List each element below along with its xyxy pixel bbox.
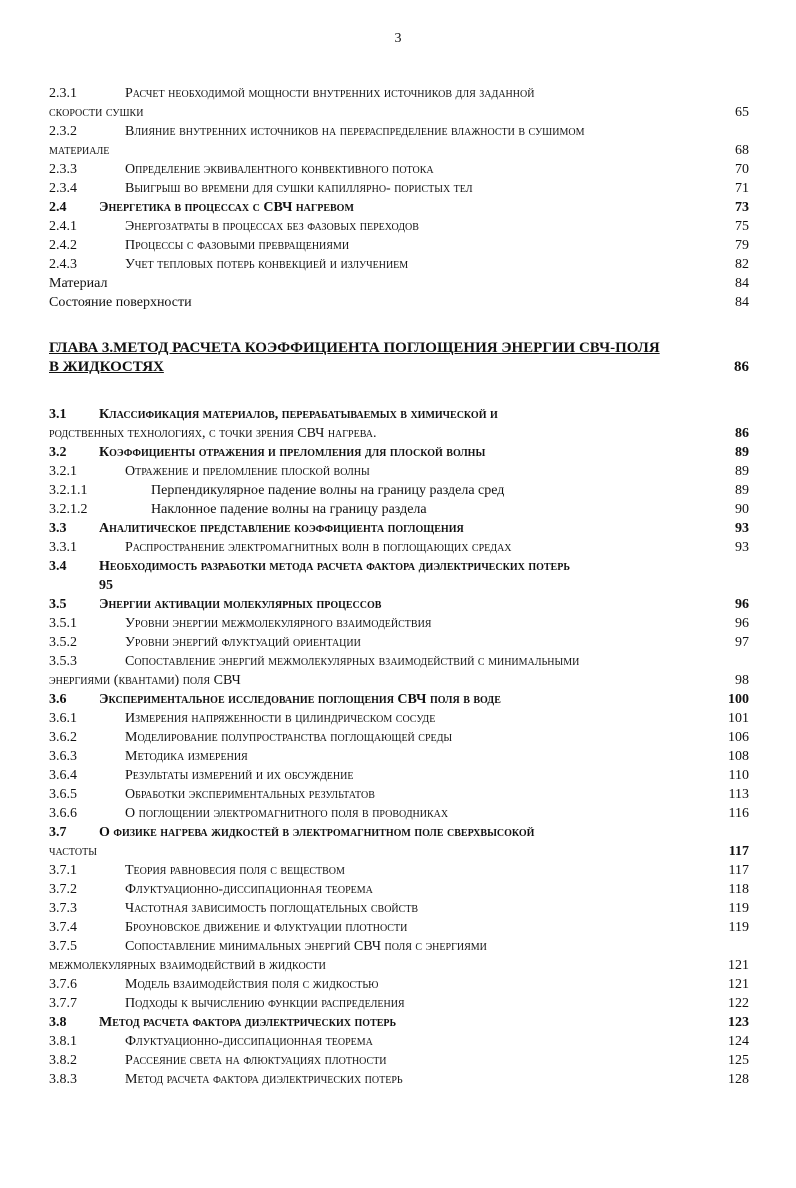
toc-entry-continuation[interactable] <box>49 103 749 122</box>
entry-title: Методика измерения <box>125 749 248 764</box>
entry-number: 2.3.4 <box>49 181 77 196</box>
entry-page: 110 <box>728 768 749 783</box>
entry-number: 3.8.1 <box>49 1034 77 1049</box>
entry-title: Энергетика в процессах с СВЧ нагревом <box>99 200 354 215</box>
toc-entry-continuation[interactable] <box>49 956 749 975</box>
entry-number: 2.4.3 <box>49 257 77 272</box>
toc-entry[interactable] <box>49 160 749 179</box>
entry-title: Процессы с фазовыми превращениями <box>125 238 350 253</box>
toc-entry[interactable] <box>49 236 749 255</box>
entry-number: 3.5.2 <box>49 635 77 650</box>
entry-number: 3.2.1 <box>49 464 77 479</box>
entry-title: Подходы к вычислению функции распределения <box>125 996 405 1011</box>
toc-entry[interactable] <box>49 443 749 462</box>
toc-entry-continuation[interactable] <box>49 671 749 690</box>
entry-number: 3.6.3 <box>49 749 77 764</box>
entry-number: 3.5.3 <box>49 654 77 669</box>
entry-title: Отражение и преломление плоской волны <box>125 464 370 479</box>
toc-entry[interactable] <box>49 823 749 842</box>
toc-entry[interactable] <box>49 614 749 633</box>
entry-title: Энергозатраты в процессах без фазовых переходов <box>125 219 419 234</box>
entry-title: Рассеяние света на флюктуациях плотности <box>125 1053 387 1068</box>
entry-page: 93 <box>735 540 749 555</box>
toc-entry[interactable] <box>49 766 749 785</box>
toc-entry[interactable] <box>49 899 749 918</box>
entry-number: 3.8.2 <box>49 1053 77 1068</box>
entry-page: 100 <box>728 692 749 707</box>
toc-entry[interactable] <box>49 804 749 823</box>
entry-page: 89 <box>735 445 749 460</box>
entry-title: Метод расчета фактора диэлектрических потерь <box>125 1072 403 1087</box>
entry-page: 123 <box>728 1015 749 1030</box>
entry-number: 3.7.6 <box>49 977 77 992</box>
entry-page: 90 <box>735 502 749 517</box>
toc-entry[interactable] <box>49 785 749 804</box>
toc-entry[interactable] <box>49 405 749 424</box>
entry-number: 3.2.1.2 <box>49 502 88 517</box>
entry-page: 96 <box>735 597 749 612</box>
entry-number: 3.6.1 <box>49 711 77 726</box>
entry-number: 3.7.7 <box>49 996 77 1011</box>
entry-page: 125 <box>728 1053 749 1068</box>
entry-number: 3.8.3 <box>49 1072 77 1087</box>
entry-title: Результаты измерений и их обсуждение <box>125 768 354 783</box>
entry-title: Необходимость разработки метода расчета фактора диэлектрических потерь <box>99 559 570 574</box>
toc-entry[interactable] <box>49 217 749 236</box>
entry-title: Измерения напряженности в цилиндрическом сосуде <box>125 711 436 726</box>
entry-number: 3.7.5 <box>49 939 77 954</box>
toc-entry[interactable] <box>49 690 749 709</box>
entry-title: Аналитическое представление коэффициента поглощения <box>99 521 464 536</box>
entry-page: 97 <box>735 635 749 650</box>
toc-entry[interactable] <box>49 652 749 671</box>
entry-page: 108 <box>728 749 749 764</box>
entry-number: 3.5.1 <box>49 616 77 631</box>
entry-title: Уровни энергий флуктуаций ориентации <box>125 635 361 650</box>
toc-entry[interactable] <box>49 975 749 994</box>
entry-number: 3.7.3 <box>49 901 77 916</box>
toc-entry[interactable] <box>49 861 749 880</box>
entry-number: 3.7 <box>49 825 67 840</box>
entry-page: 101 <box>728 711 749 726</box>
entry-title: Экспериментальное исследование поглощения СВЧ поля в воде <box>99 692 501 707</box>
entry-number: 3.3 <box>49 521 67 536</box>
toc-entry[interactable] <box>49 84 749 103</box>
entry-number: 3.2.1.1 <box>49 483 88 498</box>
chapter-heading[interactable] <box>49 339 749 377</box>
entry-title: Распространение электромагнитных волн в поглощающих средах <box>125 540 512 555</box>
entry-page: 128 <box>728 1072 749 1087</box>
entry-title: О поглощении электромагнитного поля в проводниках <box>125 806 449 821</box>
entry-page: 84 <box>735 276 749 291</box>
entry-page: 113 <box>728 787 749 802</box>
entry-page: 89 <box>735 483 749 498</box>
toc-entry[interactable] <box>49 918 749 937</box>
entry-title: Флуктуационно-диссипационная теорема <box>125 1034 373 1049</box>
toc-entry[interactable] <box>49 198 749 217</box>
entry-number: 3.4 <box>49 559 67 574</box>
entry-title: Учет тепловых потерь конвекцией и излучением <box>125 257 409 272</box>
entry-number: 3.7.2 <box>49 882 77 897</box>
toc-entry[interactable] <box>49 633 749 652</box>
entry-title: Теория равновесия поля с веществом <box>125 863 345 878</box>
entry-page: 73 <box>735 200 749 215</box>
entry-number: 2.3.2 <box>49 124 77 139</box>
toc-entry[interactable] <box>49 937 749 956</box>
toc-entry[interactable] <box>49 500 749 519</box>
entry-title: Сопоставление энергий межмолекулярных взаимодействий с минимальными <box>125 654 580 669</box>
entry-number: 3.3.1 <box>49 540 77 555</box>
entry-page: 75 <box>735 219 749 234</box>
entry-page: 70 <box>735 162 749 177</box>
entry-page: 79 <box>735 238 749 253</box>
toc-entry[interactable] <box>49 994 749 1013</box>
page-number: 3 <box>394 31 402 46</box>
toc-section-3 <box>49 405 749 1089</box>
toc-entry[interactable] <box>49 481 749 500</box>
entry-page: 119 <box>728 920 749 935</box>
toc-entry[interactable] <box>49 179 749 198</box>
toc-entry[interactable] <box>49 595 749 614</box>
entry-number: 3.5 <box>49 597 67 612</box>
entry-title: Состояние поверхности <box>49 295 192 310</box>
entry-title: Классификация материалов, перерабатываемых в химической и <box>99 407 498 422</box>
entry-title: Выигрыш во времени для сушки капиллярно- пористых тел <box>125 181 473 196</box>
toc-entry[interactable] <box>49 1070 749 1089</box>
entry-page: 118 <box>728 882 749 897</box>
entry-page: 122 <box>728 996 749 1011</box>
entry-title: Обработки экспериментальных результатов <box>125 787 375 802</box>
toc-entry[interactable] <box>49 274 749 293</box>
entry-title: Уровни энергии межмолекулярного взаимодействия <box>125 616 432 631</box>
entry-page: 121 <box>728 977 749 992</box>
entry-number: 3.6.6 <box>49 806 77 821</box>
entry-page: 65 <box>735 105 749 120</box>
entry-title: Моделирование полупространства поглощающей среды <box>125 730 453 745</box>
entry-title: О физике нагрева жидкостей в электромагнитном поле сверхвысокой <box>99 825 535 840</box>
toc-entry[interactable] <box>49 255 749 274</box>
entry-page: 117 <box>728 863 749 878</box>
entry-title: Перпендикулярное падение волны на границу раздела сред <box>151 483 505 498</box>
entry-page: 84 <box>735 295 749 310</box>
toc-entry[interactable] <box>49 557 749 576</box>
chapter-page: 86 <box>734 359 749 375</box>
entry-number: 3.7.1 <box>49 863 77 878</box>
entry-number: 3.1 <box>49 407 67 422</box>
toc-entry-continuation[interactable] <box>49 141 749 160</box>
entry-number: 2.4 <box>49 200 67 215</box>
entry-page: 82 <box>735 257 749 272</box>
toc-entry-continuation[interactable] <box>49 842 749 861</box>
entry-page: 93 <box>735 521 749 536</box>
entry-title: Броуновское движение и флуктуации плотности <box>125 920 408 935</box>
toc-entry[interactable] <box>49 709 749 728</box>
entry-title: Материал <box>49 276 108 291</box>
entry-page: 124 <box>728 1034 749 1049</box>
entry-title: Влияние внутренних источников на перераспределение влажности в сушимом <box>125 124 585 139</box>
entry-page: 95 <box>99 578 113 593</box>
entry-page: 119 <box>728 901 749 916</box>
entry-page: 121 <box>728 958 749 973</box>
entry-title-cont: частоты <box>49 844 97 859</box>
entry-title-cont: родственных технологиях, с точки зрения СВЧ нагрева. <box>49 426 377 441</box>
entry-number: 2.4.1 <box>49 219 77 234</box>
toc-entry-continuation[interactable] <box>49 576 749 595</box>
entry-title-cont: скорости сушки <box>49 105 144 120</box>
entry-title: Частотная зависимость поглощательных свойств <box>125 901 419 916</box>
chapter-title-line1: ГЛАВА 3.МЕТОД РАСЧЕТА КОЭФФИЦИЕНТА ПОГЛОЩЕНИЯ ЭНЕРГИИ СВЧ-ПОЛЯ <box>49 340 660 356</box>
entry-title: Энергии активации молекулярных процессов <box>99 597 382 612</box>
entry-title: Метод расчета фактора диэлектрических потерь <box>99 1015 397 1030</box>
entry-page: 89 <box>735 464 749 479</box>
chapter-title-line2: В ЖИДКОСТЯХ <box>49 359 164 375</box>
toc-section-2 <box>49 84 749 312</box>
entry-number: 2.3.1 <box>49 86 77 101</box>
entry-title: Коэффициенты отражения и преломления для плоской волны <box>99 445 486 460</box>
entry-number: 3.6.5 <box>49 787 77 802</box>
toc-entry-continuation[interactable] <box>49 424 749 443</box>
entry-page: 116 <box>728 806 749 821</box>
entry-page: 117 <box>728 844 749 859</box>
entry-number: 3.6 <box>49 692 67 707</box>
entry-number: 2.4.2 <box>49 238 77 253</box>
entry-number: 3.7.4 <box>49 920 77 935</box>
entry-title: Расчет необходимой мощности внутренних источников для заданной <box>125 86 535 101</box>
toc-entry[interactable] <box>49 728 749 747</box>
entry-number: 3.8 <box>49 1015 67 1030</box>
entry-number: 3.6.2 <box>49 730 77 745</box>
entry-title: Наклонное падение волны на границу раздела <box>151 502 427 517</box>
toc-entry[interactable] <box>49 519 749 538</box>
entry-title: Определение эквивалентного конвективного потока <box>125 162 434 177</box>
toc-entry[interactable] <box>49 1051 749 1070</box>
toc-entry[interactable] <box>49 1013 749 1032</box>
entry-number: 3.6.4 <box>49 768 77 783</box>
toc-entry[interactable] <box>49 747 749 766</box>
entry-title: Флуктуационно-диссипационная теорема <box>125 882 373 897</box>
entry-title-cont: энергиями (квантами) поля СВЧ <box>49 673 241 688</box>
entry-page: 98 <box>735 673 749 688</box>
entry-page: 68 <box>735 143 749 158</box>
toc-entry[interactable] <box>49 538 749 557</box>
entry-title: Сопоставление минимальных энергий СВЧ поля с энергиями <box>125 939 487 954</box>
toc-entry[interactable] <box>49 462 749 481</box>
entry-page: 86 <box>735 426 749 441</box>
entry-number: 3.2 <box>49 445 67 460</box>
toc-entry[interactable] <box>49 880 749 899</box>
entry-title: Модель взаимодействия поля с жидкостью <box>125 977 379 992</box>
entry-number: 2.3.3 <box>49 162 77 177</box>
entry-title-cont: материале <box>49 143 110 158</box>
toc-entry[interactable] <box>49 122 749 141</box>
entry-page: 106 <box>728 730 749 745</box>
toc-entry[interactable] <box>49 293 749 312</box>
toc-entry[interactable] <box>49 1032 749 1051</box>
entry-page: 71 <box>735 181 749 196</box>
entry-title-cont: межмолекулярных взаимодействий в жидкости <box>49 958 326 973</box>
entry-page: 96 <box>735 616 749 631</box>
